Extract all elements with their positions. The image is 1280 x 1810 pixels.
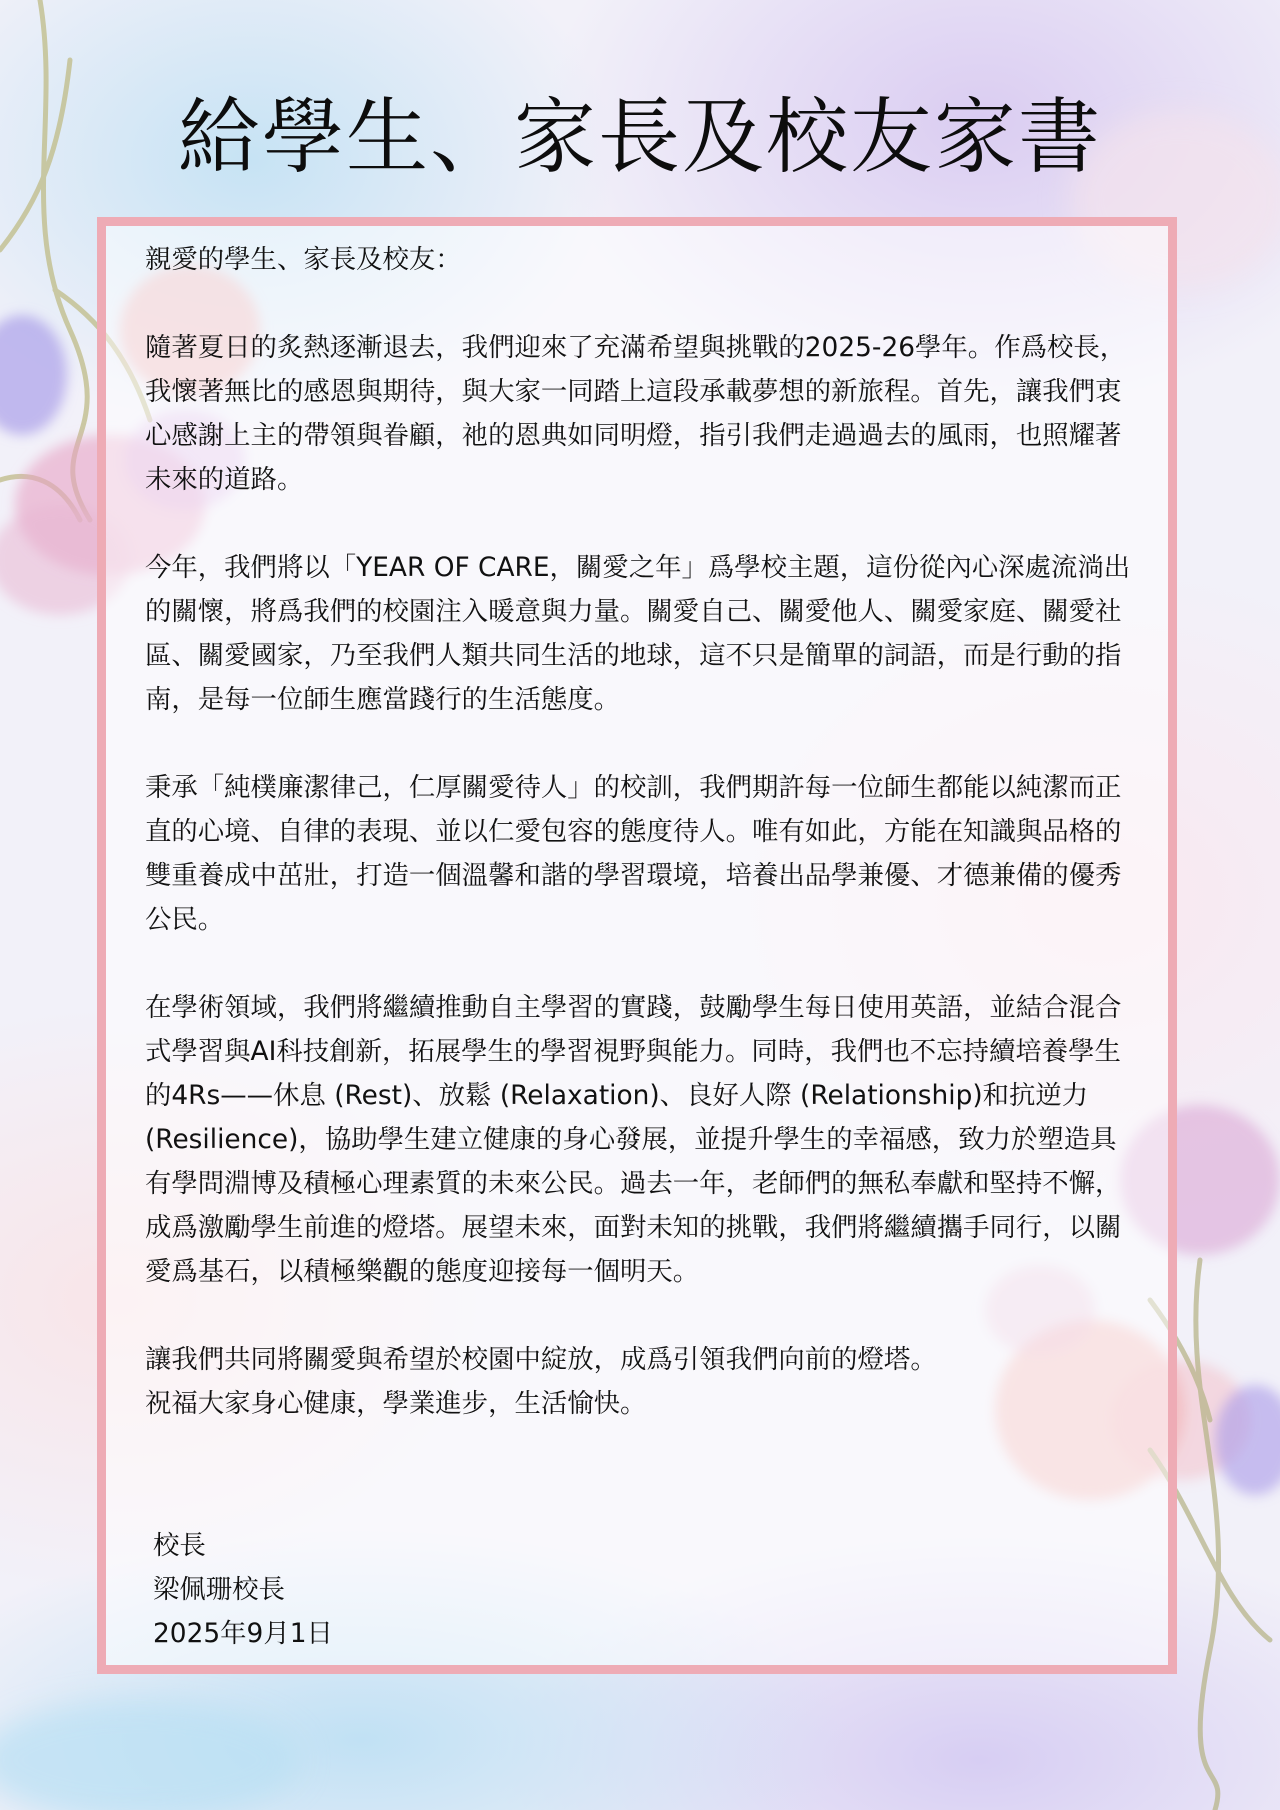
paragraph-academic: 在學術領域，我們將繼續推動自主學習的實踐，鼓勵學生每日使用英語，並結合混合式學習與AI科技創新，拓展學生的學習視野與能力。同時，我們也不忘持續培養學生的4Rs——休息 (Rest)、放鬆 (Relaxation)、良好人際 (Relationship)和抗逆力 (Resilience)，協助學生建立健康的身心發展，並提升學生的幸福感，致力於塑造具有學問淵博及積極心理素質的未來公民。過去一年，老師們的無私奉獻和堅持不懈，成爲激勵學生前進的燈塔。展望未來，面對未知的挑戰，我們將繼續攜手同行，以關愛爲基石，以積極樂觀的態度迎接每一個明天。 [145,992,1122,1287]
salutation: 親愛的學生、家長及校友： [145,244,462,275]
paragraph-intro: 隨著夏日的炙熱逐漸退去，我們迎來了充滿希望與挑戰的2025-26學年。作爲校長，我懷著無比的感恩與期待，與大家一同踏上這段承載夢想的新旅程。首先，讓我們衷心感謝上主的帶領與眷顧，祂的恩典如同明燈，指引我們走過過去的風雨，也照耀著未來的道路。 [145,332,1127,495]
signature-role: 校長 [153,1530,206,1561]
paragraph-theme: 今年，我們將以「YEAR OF CARE，關愛之年」爲學校主題，這份從內心深處流淌出的關懷，將爲我們的校園注入暖意與力量。關愛自己、關愛他人、關愛家庭、關愛社區、關愛國家，乃至我們人類共同生活的地球，這不只是簡單的詞語，而是行動的指南，是每一位師生應當踐行的生活態度。 [145,552,1131,715]
signature-block [153,1524,333,1656]
signature-date: 2025年9月1日 [153,1618,333,1649]
letter-body [145,238,1135,1426]
paragraph-motto: 秉承「純樸廉潔律己，仁厚關愛待人」的校訓，我們期許每一位師生都能以純潔而正直的心境、自律的表現、並以仁愛包容的態度待人。唯有如此，方能在知識與品格的雙重養成中茁壯，打造一個溫馨和諧的學習環境，培養出品學兼優、才德兼備的優秀公民。 [145,772,1122,935]
closing-line-2: 祝福大家身心健康，學業進步，生活愉快。 [145,1388,647,1419]
closing-line-1: 讓我們共同將關愛與希望於校園中綻放，成爲引領我們向前的燈塔。 [145,1344,937,1375]
signature-name: 梁佩珊校長 [153,1574,285,1605]
page-title: 給學生、家長及校友家書 [177,90,1102,185]
